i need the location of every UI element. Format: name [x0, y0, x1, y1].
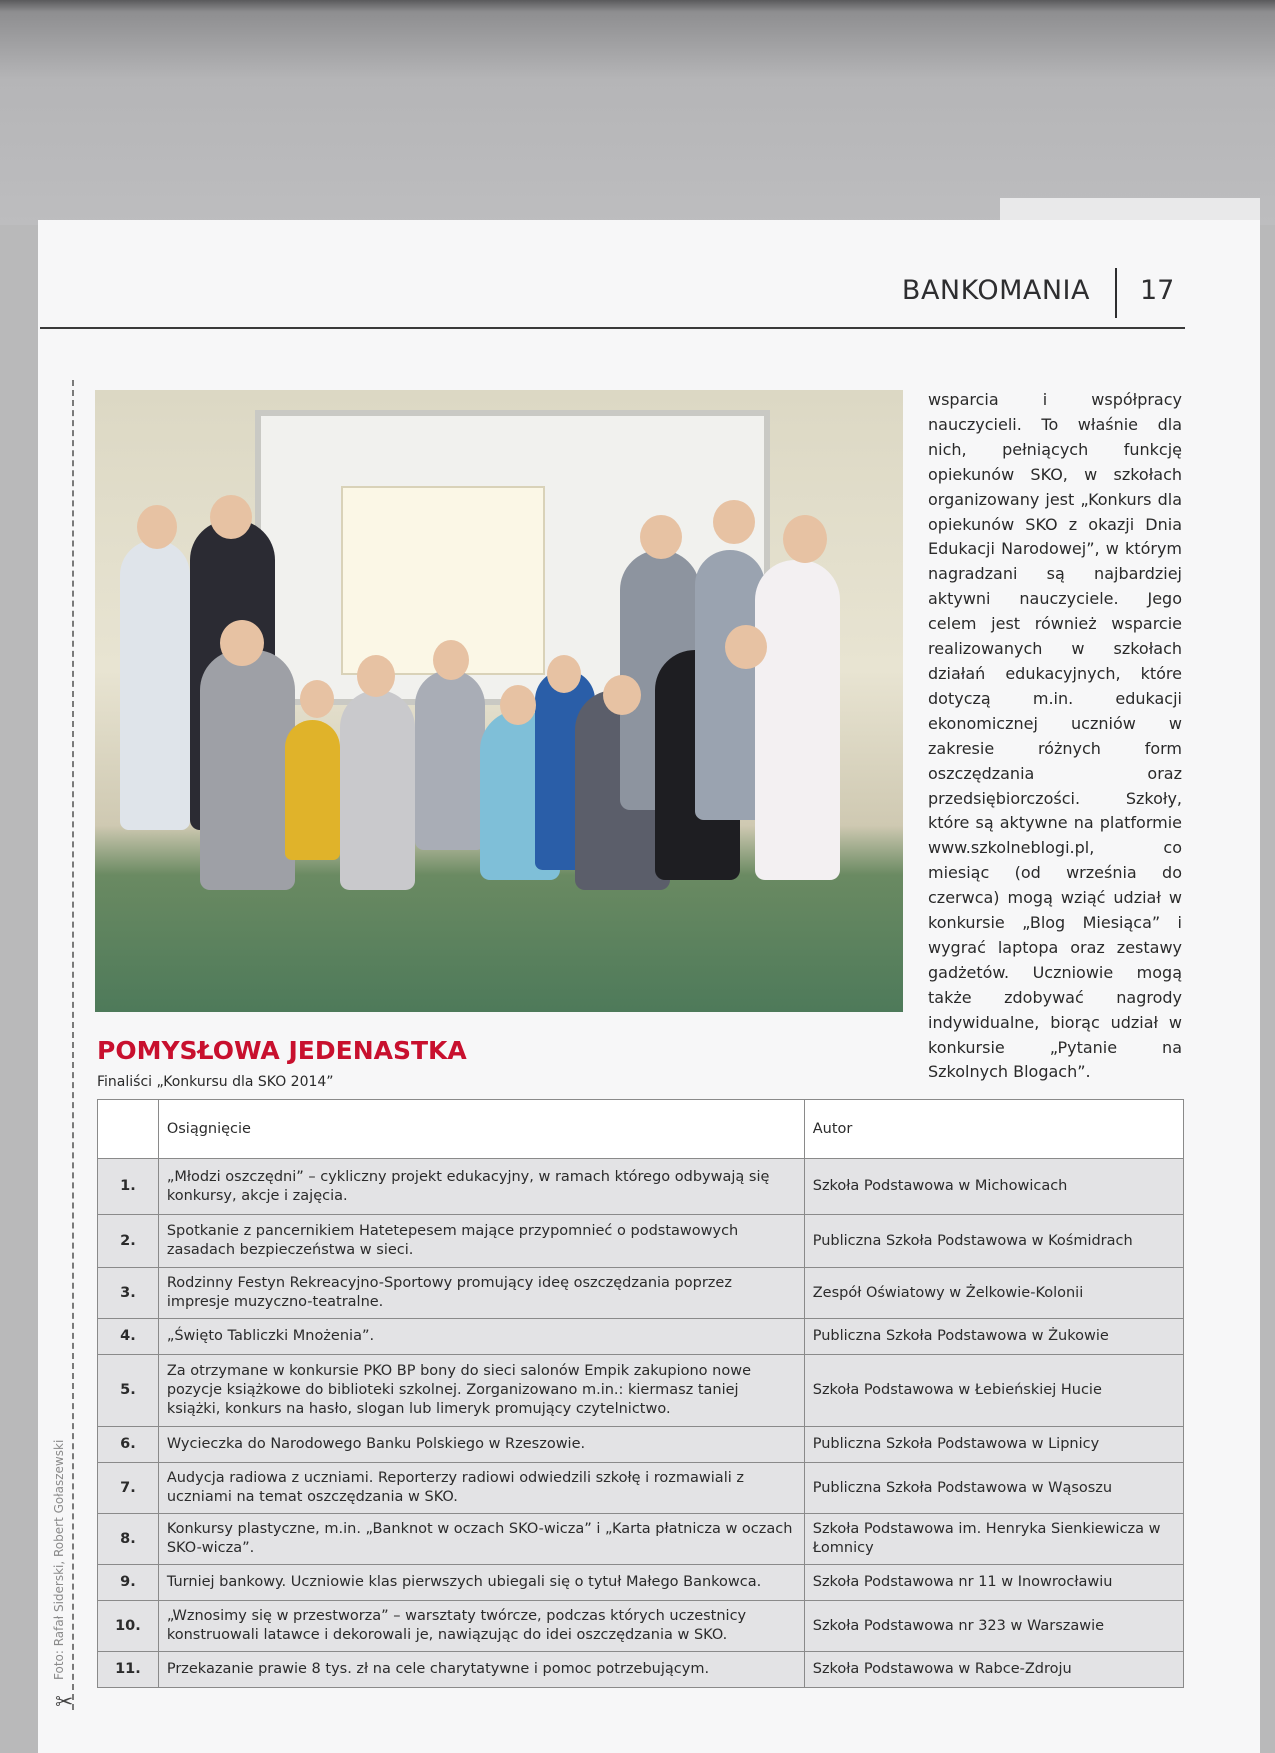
row-author: Zespół Oświatowy w Żelkowie-Kolonii [804, 1268, 1183, 1319]
cut-line [72, 380, 74, 1710]
row-author: Szkoła Podstawowa nr 11 w Inowrocławiu [804, 1565, 1183, 1601]
row-achievement: Wycieczka do Narodowego Banku Polskiego w Rzeszowie. [158, 1427, 804, 1463]
table-row [98, 1159, 1184, 1215]
table-row [98, 1601, 1184, 1652]
header-divider [1115, 268, 1117, 318]
child-figure [340, 690, 415, 890]
row-number: 6. [98, 1427, 159, 1463]
child-head [210, 495, 252, 539]
child-head [357, 655, 395, 697]
child-head [725, 625, 767, 669]
row-achievement: Audycja radiowa z uczniami. Reporterzy radiowi odwiedzili szkołę i rozmawiali z uczniami na temat oszczędzania w SKO. [158, 1463, 804, 1514]
row-achievement: „Wznosimy się w przestworza” – warsztaty twórcze, podczas których uczestnicy konstruowali latawce i dekorowali je, nawiązując do idei oszczędzania w SKO. [158, 1601, 804, 1652]
article-text: wsparcia i współpracy nauczycieli. To właśnie dla nich, pełniących funkcję opiekunów SKO, w szkołach organizowany jest „Konkurs dla opiekunów SKO z okazji Dnia Edukacji Narodowej”, w którym nagradzani są najbardziej aktywni nauczyciele. Jego celem jest również wsparcie realizowanych w szkołach działań edukacyjnych, które dotyczą m.in. edukacji ekonomicznej uczniów w zakresie różnych form oszczędzania oraz przedsiębiorczości. Szkoły, które są aktywne na platformie www.szkolneblogi.pl, co miesiąc (od września do czerwca) mogą wziąć udział w konkursie „Blog Miesiąca” i wygrać laptopa oraz zestawy gadżetów. Uczniowie mogą także zdobywać nagrody indywidualne, biorąc udział w konkursie „Pytanie na Szkolnych Blogach”. [928, 390, 1182, 1082]
child-head [547, 655, 581, 693]
row-author: Szkoła Podstawowa im. Henryka Sienkiewicza w Łomnicy [804, 1514, 1183, 1565]
header-number [98, 1100, 159, 1159]
child-head [300, 680, 334, 718]
child-head [713, 500, 755, 544]
child-head [137, 505, 177, 549]
row-number: 4. [98, 1319, 159, 1355]
row-achievement: „Święto Tabliczki Mnożenia”. [158, 1319, 804, 1355]
row-number: 11. [98, 1652, 159, 1688]
section-subtitle: Finaliści „Konkursu dla SKO 2014” [97, 1074, 334, 1090]
table-row [98, 1427, 1184, 1463]
row-author: Szkoła Podstawowa w Rabce-Zdroju [804, 1652, 1183, 1688]
table-row [98, 1565, 1184, 1601]
child-figure [120, 540, 190, 830]
row-number: 1. [98, 1159, 159, 1215]
header-achievement: Osiągnięcie [158, 1100, 804, 1159]
row-number: 8. [98, 1514, 159, 1565]
child-figure [285, 720, 340, 860]
classroom-photo [95, 390, 903, 1012]
child-head [220, 620, 264, 666]
section-title: POMYSŁOWA JEDENASTKA [97, 1036, 467, 1065]
section-name: BANKOMANIA [901, 275, 1090, 306]
table-row [98, 1463, 1184, 1514]
child-figure [415, 670, 485, 850]
row-author: Szkoła Podstawowa w Michowicach [804, 1159, 1183, 1215]
page-number: 17 [1140, 275, 1175, 306]
row-author: Szkoła Podstawowa nr 323 w Warszawie [804, 1601, 1183, 1652]
row-author: Publiczna Szkoła Podstawowa w Kośmidrach [804, 1215, 1183, 1268]
child-figure [755, 560, 840, 880]
table-row [98, 1215, 1184, 1268]
row-author: Publiczna Szkoła Podstawowa w Żukowie [804, 1319, 1183, 1355]
header-rule [40, 327, 1185, 329]
row-number: 2. [98, 1215, 159, 1268]
row-number: 9. [98, 1565, 159, 1601]
table-row [98, 1514, 1184, 1565]
row-achievement: Turniej bankowy. Uczniowie klas pierwszych ubiegali się o tytuł Małego Bankowca. [158, 1565, 804, 1601]
row-number: 3. [98, 1268, 159, 1319]
child-figure [200, 650, 295, 890]
child-head [783, 515, 827, 563]
row-number: 5. [98, 1355, 159, 1427]
row-achievement: Przekazanie prawie 8 tys. zł na cele charytatywne i pomoc potrzebującym. [158, 1652, 804, 1688]
row-author: Szkoła Podstawowa w Łebieńskiej Hucie [804, 1355, 1183, 1427]
row-achievement: Konkursy plastyczne, m.in. „Banknot w oczach SKO-wicza” i „Karta płatnicza w oczach SKO-wicza”. [158, 1514, 804, 1565]
table-row [98, 1652, 1184, 1688]
child-head [603, 675, 641, 715]
child-head [500, 685, 536, 725]
row-number: 10. [98, 1601, 159, 1652]
photo-credit: Foto: Rafał Siderski, Robert Gołaszewski [52, 1439, 66, 1680]
row-achievement: „Młodzi oszczędni” – cykliczny projekt edukacyjny, w ramach którego odbywają się konkursy, akcje i zajęcia. [158, 1159, 804, 1215]
row-achievement: Spotkanie z pancernikiem Hatetepesem mające przypomnieć o podstawowych zasadach bezpieczeństwa w sieci. [158, 1215, 804, 1268]
finalists-table [97, 1099, 1184, 1688]
row-achievement: Rodzinny Festyn Rekreacyjno-Sportowy promujący ideę oszczędzania poprzez impresje muzyczno-teatralne. [158, 1268, 804, 1319]
table-row [98, 1268, 1184, 1319]
header-author: Autor [804, 1100, 1183, 1159]
row-author: Publiczna Szkoła Podstawowa w Wąsoszu [804, 1463, 1183, 1514]
row-number: 7. [98, 1463, 159, 1514]
table-row [98, 1355, 1184, 1427]
scanner-background [0, 0, 1275, 225]
scissors-icon: ✂ [55, 1690, 74, 1715]
child-head [640, 515, 682, 559]
row-achievement: Za otrzymane w konkursie PKO BP bony do sieci salonów Empik zakupiono nowe pozycje książkowe do biblioteki szkolnej. Zorganizowano m.in.: kiermasz taniej książki, konkurs na hasło, slogan lub limeryk promujący czytelnictwo. [158, 1355, 804, 1427]
row-author: Publiczna Szkoła Podstawowa w Lipnicy [804, 1427, 1183, 1463]
table-header [98, 1100, 1184, 1159]
child-head [433, 640, 469, 680]
table-row [98, 1319, 1184, 1355]
